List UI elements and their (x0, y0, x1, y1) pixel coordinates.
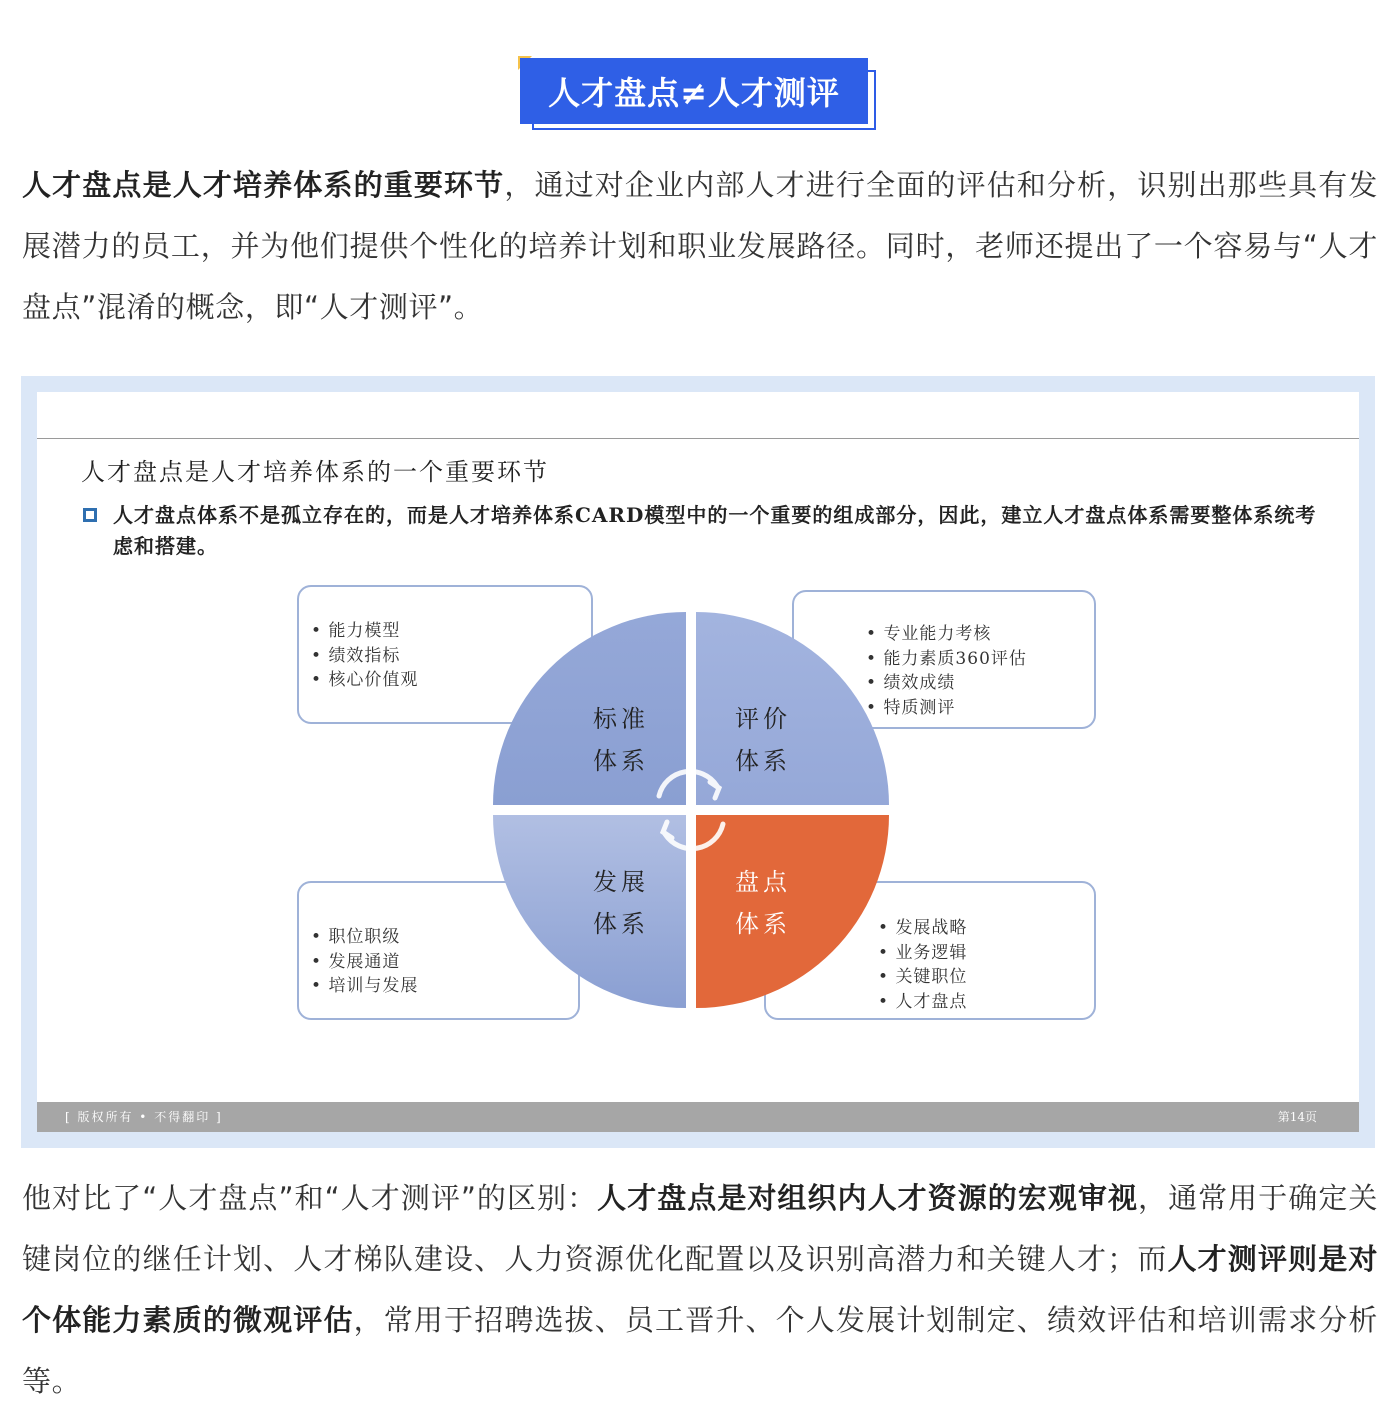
quadrant-label-line: 体系 (593, 910, 649, 938)
note-item: • 绩效指标 (311, 644, 418, 669)
comparison-paragraph (22, 1168, 1378, 1412)
copyright-notice: [ 版权所有 • 不得翻印 ] (65, 1110, 223, 1124)
quadrant-label-review (735, 861, 791, 945)
quadrant-label-line: 标准 (593, 705, 649, 733)
quadrant-label-standard (593, 698, 649, 782)
note-item: • 发展战略 (878, 916, 967, 941)
note-item: • 绩效成绩 (866, 671, 1027, 696)
quadrant-development (493, 815, 686, 1008)
slide-figure (21, 376, 1375, 1148)
note-item: • 职位职级 (311, 925, 418, 950)
quadrant-label-line: 体系 (735, 910, 791, 938)
quadrant-standard (493, 612, 686, 805)
quadrant-label-line: 评价 (735, 705, 791, 733)
note-item: • 业务逻辑 (878, 941, 967, 966)
quadrant-evaluation (696, 612, 889, 805)
comparison-text: ，通常用于确定关键岗位的继任计划、人才梯队建设、人力资源优化配置以及识别高潜力和关键人才；而 (22, 1181, 1378, 1276)
note-item: • 发展通道 (311, 950, 418, 975)
note-item: • 关键职位 (878, 965, 967, 990)
intro-paragraph (22, 155, 1378, 338)
comparison-text: ，常用于招聘选拔、员工晋升、个人发展计划制定、绩效评估和培训需求分析等。 (22, 1303, 1378, 1398)
intro-text: ，通过对企业内部人才进行全面的评估和分析，识别出那些具有发展潜力的员工，并为他们提供个性化的培养计划和职业发展路径。同时，老师还提出了一个容易与“人才盘点”混淆的概念，即“人才测评”。 (22, 168, 1378, 324)
section-heading: 人才盘点≠人才测评 (520, 58, 868, 124)
intro-bold-lead: 人才盘点是人才培养体系的重要环节 (22, 168, 505, 202)
cycle-arrows-icon (659, 771, 723, 848)
slide-divider (37, 438, 1359, 439)
note-item: • 特质测评 (866, 696, 1027, 721)
quadrant-label-evaluation (735, 698, 791, 782)
quadrant-label-line: 体系 (593, 747, 649, 775)
slide-footer (37, 1102, 1359, 1132)
note-item: • 培训与发展 (311, 974, 418, 999)
quadrant-label-line: 盘点 (735, 868, 791, 896)
square-bullet-icon (83, 508, 97, 522)
section-heading-badge (518, 56, 880, 134)
note-item: • 能力模型 (311, 619, 418, 644)
quadrant-label-development (593, 861, 649, 945)
comparison-bold: 人才盘点是对组织内人才资源的宏观审视 (597, 1181, 1139, 1215)
quadrant-label-line: 发展 (593, 868, 649, 896)
slide-title: 人才盘点是人才培养体系的一个重要环节 (81, 458, 549, 486)
note-item: • 专业能力考核 (866, 622, 1027, 647)
note-item: • 人才盘点 (878, 990, 967, 1015)
quadrant-label-line: 体系 (735, 747, 791, 775)
slide (37, 392, 1359, 1132)
comparison-bold: 人才测评则是对个体能力素质的微观评估 (22, 1242, 1378, 1337)
note-item: • 核心价值观 (311, 668, 418, 693)
quadrant-diagram (491, 610, 891, 1010)
comparison-text: 他对比了“人才盘点”和“人才测评”的区别： (22, 1181, 598, 1215)
page-number: 第14页 (1277, 1110, 1317, 1124)
quadrant-review (696, 815, 889, 1008)
note-item: • 能力素质360评估 (866, 647, 1027, 672)
slide-body-text: 人才盘点体系不是孤立存在的，而是人才培养体系CARD模型中的一个重要的组成部分，因此，建立人才盘点体系需要整体系统考虑和搭建。 (113, 503, 1317, 558)
